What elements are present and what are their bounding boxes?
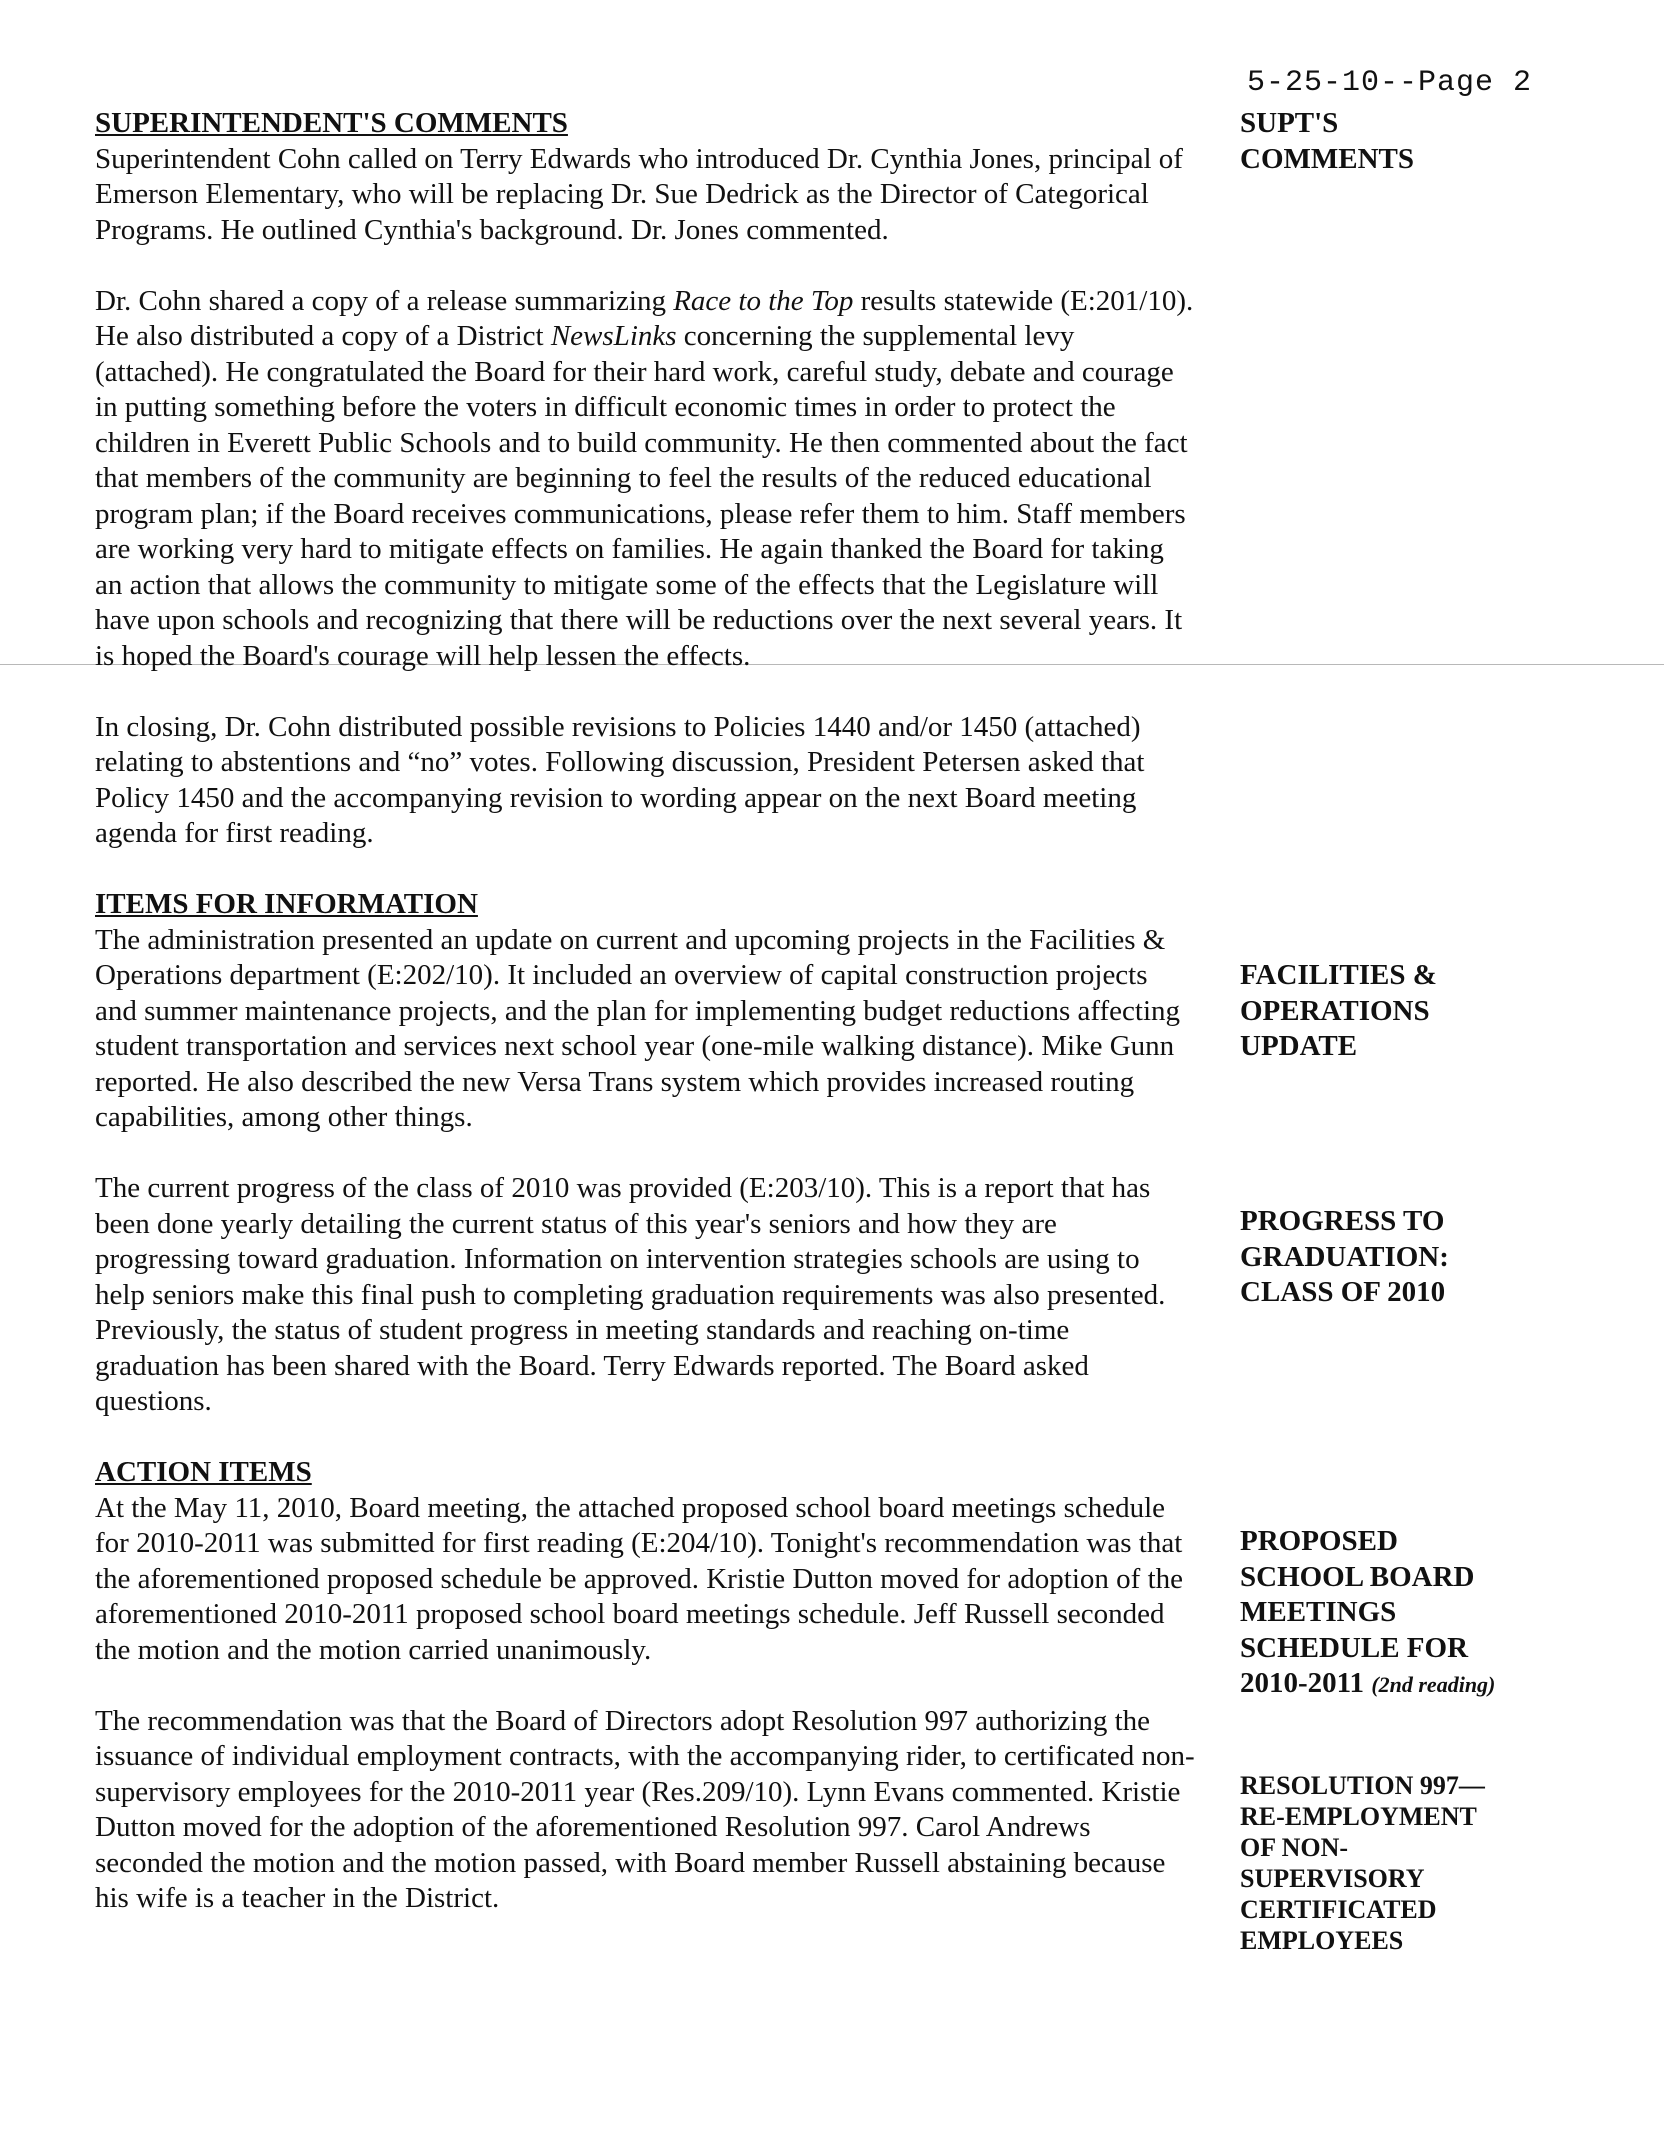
margin-label-line: COMMENTS [1240,142,1414,175]
margin-label-line: MEETINGS [1240,1596,1397,1628]
margin-label-line: GRADUATION: [1240,1240,1449,1273]
margin-label-line: PROGRESS TO [1240,1205,1445,1237]
margin-label-line: CERTIFICATED [1240,1895,1437,1924]
section-heading: ACTION ITEMS [95,1456,312,1488]
margin-label-line: FACILITIES & [1240,959,1437,991]
margin-label-supts-comments [1240,106,1620,177]
margin-label-progress [1240,1204,1620,1311]
margin-label-text: 2010-2011 [1240,1667,1365,1699]
minutes-body [95,106,1195,1952]
italic-title: Race to the Top [673,284,854,317]
margin-label-line: SUPT'S [1240,107,1339,139]
margin-label-line: CLASS OF 2010 [1240,1276,1446,1308]
paragraph: The recommendation was that the Board of Directors adopt Resolution 997 authorizing the issuance of individual employment contracts, with the accompanying rider, to certificated non-supervisory employees for the 2010-2011 year (Res.209/10). Lynn Evans commented. Kristie Dutton moved for the adoption of the aforementioned Resolution 997. Carol Andrews seconded the motion and the motion passed, with Board member Russell abstaining because his wife is a teacher in the District. [95,1704,1195,1914]
margin-label-line: EMPLOYEES [1240,1926,1404,1955]
italic-title: NewsLinks [550,320,677,352]
paragraph: The current progress of the class of 2010 was provided (E:203/10). This is a report that has been done yearly detailing the current status of this year's seniors and how they are progressing toward graduation. Information on intervention strategies schools are using to help seniors make this final push to completing graduation requirements was also presented. Previously, the status of student progress in meeting standards and reaching on-time graduation has been shared with the Board. Terry Edwards reported. The Board asked questions. [95,1172,1166,1417]
section-superintendents-comments [95,106,1195,852]
paragraph-text: Dr. Cohn shared a copy of a release summarizing [95,284,674,317]
paragraph: At the May 11, 2010, Board meeting, the attached proposed school board meetings schedule for 2010-2011 was submitted for first reading (E:204/10). Tonight's recommendation was that the aforementioned proposed schedule be approved. Kristie Dutton moved for adoption of the aforementioned 2010-2011 proposed school board meetings schedule. Jeff Russell seconded the motion and the motion carried unanimously. [95,1491,1183,1666]
section-heading: ITEMS FOR INFORMATION [95,888,478,920]
margin-label-line: PROPOSED [1240,1525,1398,1557]
margin-label-line: RE-EMPLOYMENT [1240,1802,1477,1831]
margin-label-resolution [1240,1770,1620,1956]
paragraph: In closing, Dr. Cohn distributed possible revisions to Policies 1440 and/or 1450 (attached) relating to abstentions and “no” votes. Following discussion, President Petersen asked that Policy 1450 and the accompanying revision to wording appear on the next Board meeting agenda for first reading. [95,710,1145,849]
section-items-for-information [95,887,1195,1420]
margin-label-line: SCHOOL BOARD [1240,1560,1475,1593]
page-number-header: 5-25-10--Page 2 [1247,66,1533,100]
margin-label-line: RESOLUTION 997— [1240,1771,1485,1800]
paragraph-text: results statewide (E:201/10). He also distributed a copy of a District [95,284,1194,352]
margin-label-line [1240,1666,1620,1703]
section-heading: SUPERINTENDENT'S COMMENTS [95,107,568,139]
margin-label-schedule [1240,1524,1620,1703]
paragraph [95,284,1195,675]
paragraph: Superintendent Cohn called on Terry Edwards who introduced Dr. Cynthia Jones, principal of Emerson Elementary, who will be replacing Dr. Sue Dedrick as the Director of Categorical Programs. He outlined Cynthia's background. Dr. Jones commented. [95,142,1183,246]
margin-label-facilities [1240,958,1620,1065]
margin-label-line: UPDATE [1240,1030,1358,1062]
margin-label-line: SUPERVISORY [1240,1864,1425,1893]
paragraph: The administration presented an update on current and upcoming projects in the Facilities & Operations department (E:202/10). It included an overview of capital construction projects and summer maintenance projects, and the plan for implementing budget reductions affecting student transportation and services next school year (one-mile walking distance). Mike Gunn reported. He also described the new Versa Trans system which provides increased routing capabilities, among other things. [95,923,1181,1133]
margin-label-line: OF NON- [1240,1833,1349,1862]
section-action-items [95,1455,1195,1917]
paragraph-text: concerning the supplemental levy (attached). He congratulated the Board for their hard work, careful study, debate and courage in putting something before the voters in difficult economic times in order to protect the children in Everett Public Schools and to build community. He then commented about the fact that members of the community are beginning to feel the results of the reduced educational program plan; if the Board receives communications, please refer them to him. Staff members are working very hard to mitigate effects on families. He again thanked the Board for taking an action that allows the community to mitigate some of the effects that the Legislature will have upon schools and recognizing that there will be reductions over the next several years. It is hoped the Board's courage will help lessen the effects. [95,320,1188,672]
margin-label-line: SCHEDULE FOR [1240,1631,1469,1664]
reading-note: (2nd reading) [1371,1672,1496,1697]
margin-label-line: OPERATIONS [1240,994,1430,1027]
